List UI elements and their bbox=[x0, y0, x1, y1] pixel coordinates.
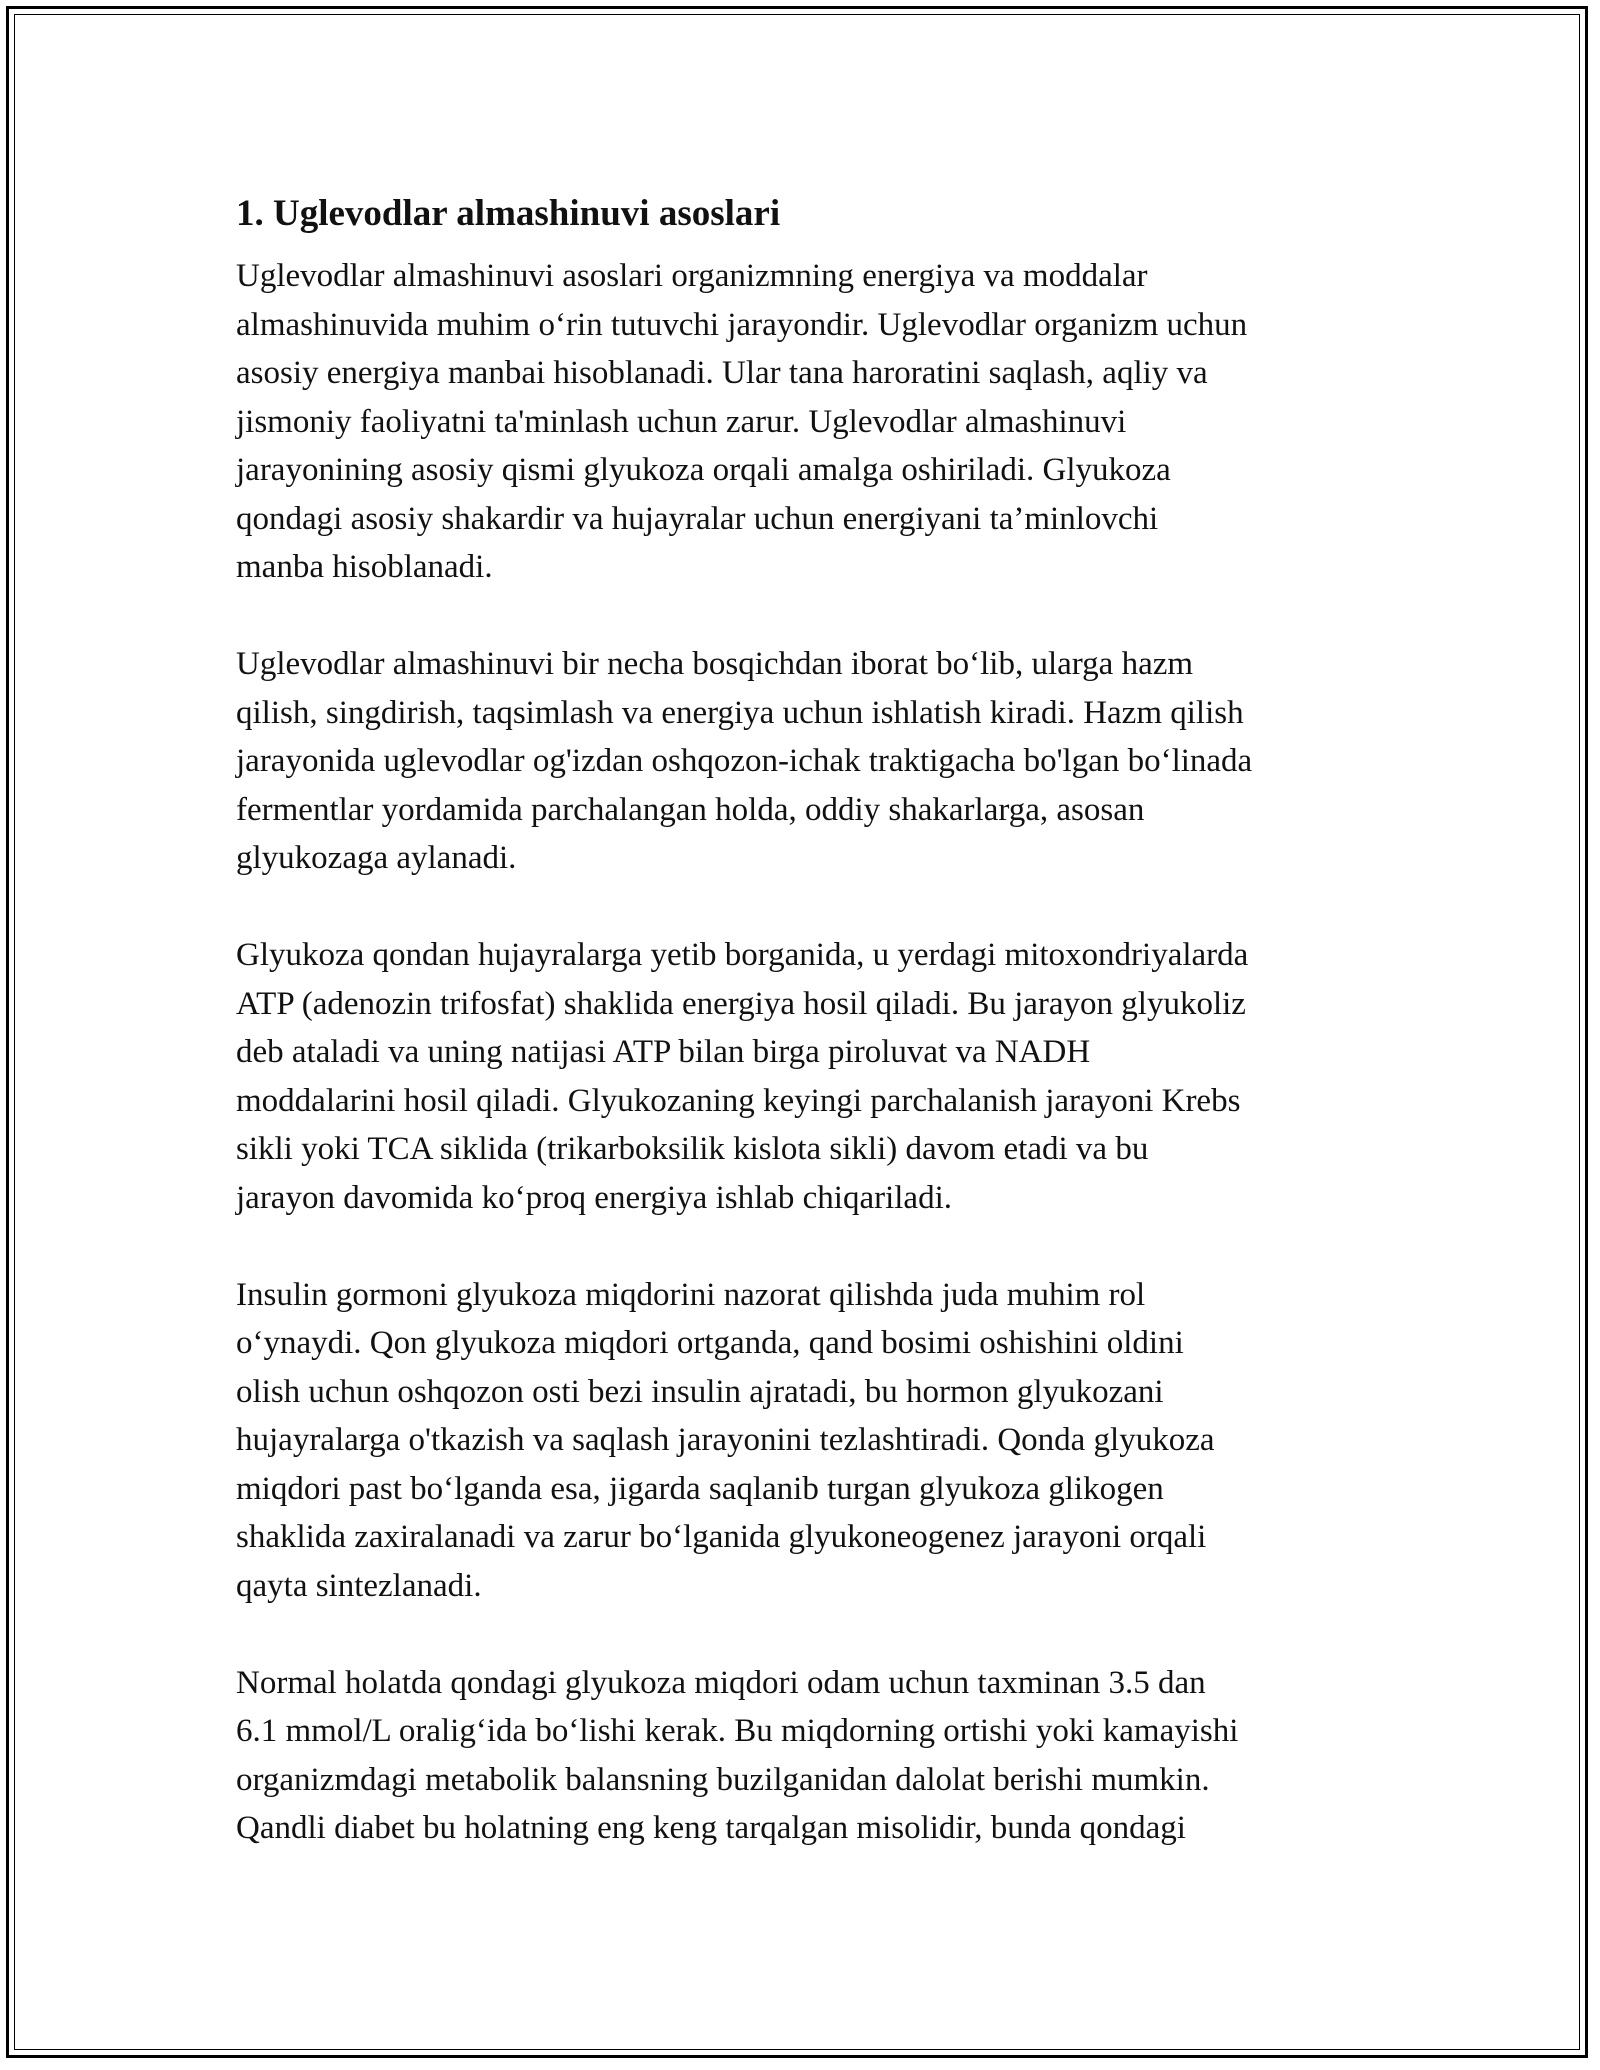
document-body bbox=[236, 188, 1376, 1901]
paragraph-line: organizmdagi metabolik balansning buzilganidan dalolat berishi mumkin. bbox=[236, 1761, 1210, 1798]
paragraph-line: moddalarini hosil qiladi. Glyukozaning keyingi parchalanish jarayoni Krebs bbox=[236, 1082, 1241, 1119]
paragraph-line: glyukozaga aylanadi. bbox=[236, 840, 517, 876]
paragraph-line: asosiy energiya manbai hisoblanadi. Ular tana haroratini saqlash, aqliy va bbox=[236, 355, 1208, 391]
paragraph-line: ATP (adenozin trifosfat) shaklida energiya hosil qiladi. Bu jarayon glyukoliz bbox=[236, 985, 1246, 1022]
paragraph-line: qilish, singdirish, taqsimlash va energiya uchun ishlatish kiradi. Hazm qilish bbox=[236, 694, 1244, 731]
paragraph-line: fermentlar yordamida parchalangan holda, oddiy shakarlarga, asosan bbox=[236, 791, 1145, 828]
paragraph-line: Glyukoza qondan hujayralarga yetib borganida, u yerdagi mitoxondriyalarda bbox=[236, 937, 1249, 973]
paragraph-line: o‘ynaydi. Qon glyukoza miqdori ortganda, qand bosimi oshishini oldini bbox=[236, 1325, 1184, 1361]
paragraph-line: manba hisoblanadi. bbox=[236, 549, 493, 585]
paragraph-line: Insulin gormoni glyukoza miqdorini nazorat qilishda juda muhim rol bbox=[236, 1276, 1146, 1313]
paragraph-line: miqdori past bo‘lganda esa, jigarda saqlanib turgan glyukoza glikogen bbox=[236, 1470, 1164, 1507]
paragraph-line: sikli yoki TCA siklida (trikarboksilik kislota sikli) davom etadi va bu bbox=[236, 1131, 1149, 1167]
paragraph-line: qayta sintezlanadi. bbox=[236, 1567, 482, 1604]
paragraph-5 bbox=[236, 1659, 1376, 1853]
paragraph-line: shaklida zaxiralanadi va zarur bo‘lganida glyukoneogenez jarayoni orqali bbox=[236, 1519, 1207, 1555]
paragraph-line: jarayon davomida ko‘proq energiya ishlab chiqariladi. bbox=[236, 1179, 952, 1216]
paragraph-line: deb ataladi va uning natijasi ATP bilan birga piroluvat va NADH bbox=[236, 1034, 1091, 1070]
paragraph-line: hujayralarga o'tkazish va saqlash jarayonini tezlashtiradi. Qonda glyukoza bbox=[236, 1422, 1215, 1458]
paragraph-1 bbox=[236, 252, 1376, 592]
paragraph-line: Qandli diabet bu holatning eng keng tarqalgan misolidir, bunda qondagi bbox=[236, 1810, 1186, 1846]
paragraph-line: almashinuvida muhim o‘rin tutuvchi jarayondir. Uglevodlar organizm uchun bbox=[236, 306, 1248, 343]
paragraph-4 bbox=[236, 1271, 1376, 1611]
paragraph-line: Normal holatda qondagi glyukoza miqdori odam uchun taxminan 3.5 dan bbox=[236, 1664, 1206, 1701]
paragraph-3 bbox=[236, 931, 1376, 1222]
paragraph-line: Uglevodlar almashinuvi bir necha bosqichdan iborat bo‘lib, ularga hazm bbox=[236, 646, 1194, 682]
paragraph-line: jismoniy faoliyatni ta'minlash uchun zarur. Uglevodlar almashinuvi bbox=[236, 403, 1127, 440]
paragraph-line: jarayonida uglevodlar og'izdan oshqozon-ichak traktigacha bo'lgan bo‘linada bbox=[236, 743, 1253, 779]
section-heading: 1. Uglevodlar almashinuvi asoslari bbox=[236, 193, 781, 234]
paragraph-2 bbox=[236, 640, 1376, 883]
paragraph-line: qondagi asosiy shakardir va hujayralar uchun energiyani ta’minlovchi bbox=[236, 500, 1159, 537]
paragraph-line: jarayonining asosiy qismi glyukoza orqali amalga oshiriladi. Glyukoza bbox=[236, 452, 1171, 488]
paragraph-line: olish uchun oshqozon osti bezi insulin ajratadi, bu hormon glyukozani bbox=[236, 1373, 1164, 1410]
paragraph-line: Uglevodlar almashinuvi asoslari organizmning energiya va moddalar bbox=[236, 258, 1148, 294]
paragraph-line: 6.1 mmol/L oralig‘ida bo‘lishi kerak. Bu miqdorning ortishi yoki kamayishi bbox=[236, 1713, 1239, 1749]
